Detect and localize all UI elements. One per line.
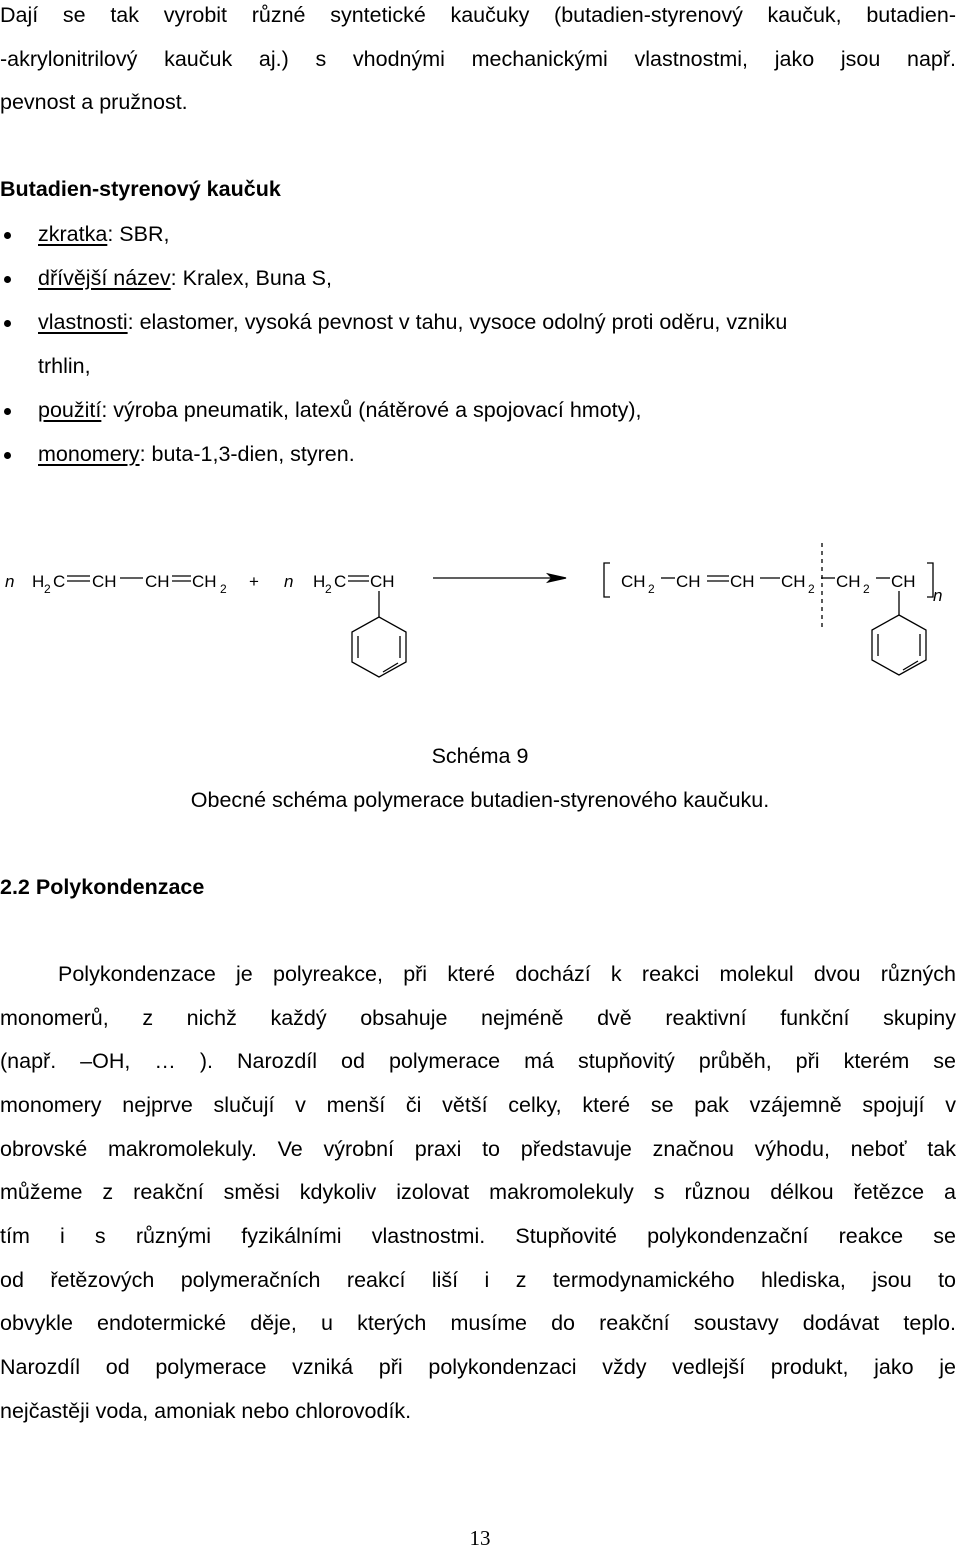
polymerization-scheme [0, 535, 960, 685]
bullet-icon [4, 232, 11, 239]
section-heading: 2.2 Polykondenzace [0, 875, 205, 899]
list-item-text: : SBR, [107, 222, 170, 246]
atom-h: H [313, 572, 326, 591]
list-item-usage [38, 400, 642, 422]
list-item-properties-cont: trhlin, [38, 354, 91, 378]
list-item-properties [38, 312, 787, 334]
list-item-label: použití [38, 398, 102, 422]
subscript-2: 2 [325, 582, 332, 596]
list-item-abbreviation [38, 224, 169, 246]
scheme-caption-text: Obecné schéma polymerace butadien-styrenového kaučuku. [190, 788, 770, 812]
list-item-text: : Kralex, Buna S, [170, 266, 332, 290]
benzene-ring-icon [872, 615, 926, 675]
group-ch2: CH [836, 572, 861, 591]
paragraph-line: Narozdíl od polymerace vzniká při polykondenzaci vždy vedlejší produkt, jako je [0, 1355, 956, 1379]
paragraph-line: tím i s různými fyzikálními vlastnostmi. Stupňovité polykondenzační reakce se [0, 1224, 956, 1248]
paragraph-line: monomery nejprve slučují v menší či větší celky, které se pak vzájemně spojují v [0, 1093, 956, 1117]
list-item-label: vlastnosti [38, 310, 128, 334]
page-number: 13 [469, 1526, 491, 1550]
group-ch: CH [92, 572, 117, 591]
group-ch: CH [370, 572, 395, 591]
paragraph-line: (např. –OH, … ). Narozdíl od polymerace má stupňovitý průběh, při kterém se [0, 1049, 956, 1073]
group-ch2: CH [621, 572, 646, 591]
subscript-2: 2 [220, 582, 227, 596]
bullet-icon [4, 452, 11, 459]
subscript-2: 2 [648, 582, 655, 596]
repeat-index-n: n [933, 586, 943, 605]
bullet-icon [4, 276, 11, 283]
intro-line-1: Dají se tak vyrobit různé syntetické kaučuky (butadien-styrenový kaučuk, butadien- [0, 3, 956, 27]
paragraph-line: obrovské makromolekuly. Ve výrobní praxi to představuje značnou výhodu, neboť tak [0, 1137, 956, 1161]
coefficient-n: n [284, 572, 294, 591]
subscript-2: 2 [44, 582, 51, 596]
left-bracket-icon [604, 563, 610, 597]
subscript-2: 2 [808, 582, 815, 596]
atom-c: C [53, 572, 66, 591]
sbr-heading: Butadien-styrenový kaučuk [0, 177, 281, 201]
paragraph-line: můžeme z reakční směsi kdykoliv izolovat makromolekuly s různou délkou řetězce a [0, 1180, 956, 1204]
list-item-former-name [38, 268, 332, 290]
group-ch2: CH [781, 572, 806, 591]
group-ch2: CH [192, 572, 217, 591]
group-ch: CH [891, 572, 916, 591]
paragraph-line: obvykle endotermické děje, u kterých musíme do reakční soustavy dodávat teplo. [0, 1311, 956, 1335]
group-ch: CH [676, 572, 701, 591]
bullet-icon [4, 320, 11, 327]
scheme-caption-title: Schéma 9 [431, 744, 529, 768]
paragraph-line: Polykondenzace je polyreakce, při které dochází k reakci molekul dvou různých [58, 962, 956, 986]
list-item-text: : buta-1,3-dien, styren. [139, 442, 355, 466]
paragraph-line: od řetězových polymeračních reakcí liší i z termodynamického hlediska, jsou to [0, 1268, 956, 1292]
list-item-label: zkratka [38, 222, 108, 246]
list-item-text: : elastomer, vysoká pevnost v tahu, vysoce odolný proti oděru, vzniku [127, 310, 788, 334]
list-item-label: dřívější název [38, 266, 171, 290]
benzene-ring-icon [352, 617, 406, 677]
subscript-2: 2 [863, 582, 870, 596]
intro-line-3: pevnost a pružnost. [0, 90, 188, 114]
list-item-monomers [38, 444, 355, 466]
group-ch: CH [145, 572, 170, 591]
atom-h: H [32, 572, 45, 591]
plus-sign: + [249, 572, 259, 591]
bullet-icon [4, 408, 11, 415]
atom-c: C [334, 572, 347, 591]
list-item-label: monomery [38, 442, 140, 466]
paragraph-line: monomerů, z nichž každý obsahuje nejméně dvě reaktivní funkční skupiny [0, 1006, 956, 1030]
list-item-text: : výroba pneumatik, latexů (nátěrové a spojovací hmoty), [101, 398, 642, 422]
group-ch: CH [730, 572, 755, 591]
paragraph-line: nejčastěji voda, amoniak nebo chlorovodík. [0, 1399, 412, 1423]
coefficient-n: n [5, 572, 15, 591]
intro-line-2: -akrylonitrilový kaučuk aj.) s vhodnými mechanickými vlastnostmi, jako jsou např. [0, 47, 956, 71]
